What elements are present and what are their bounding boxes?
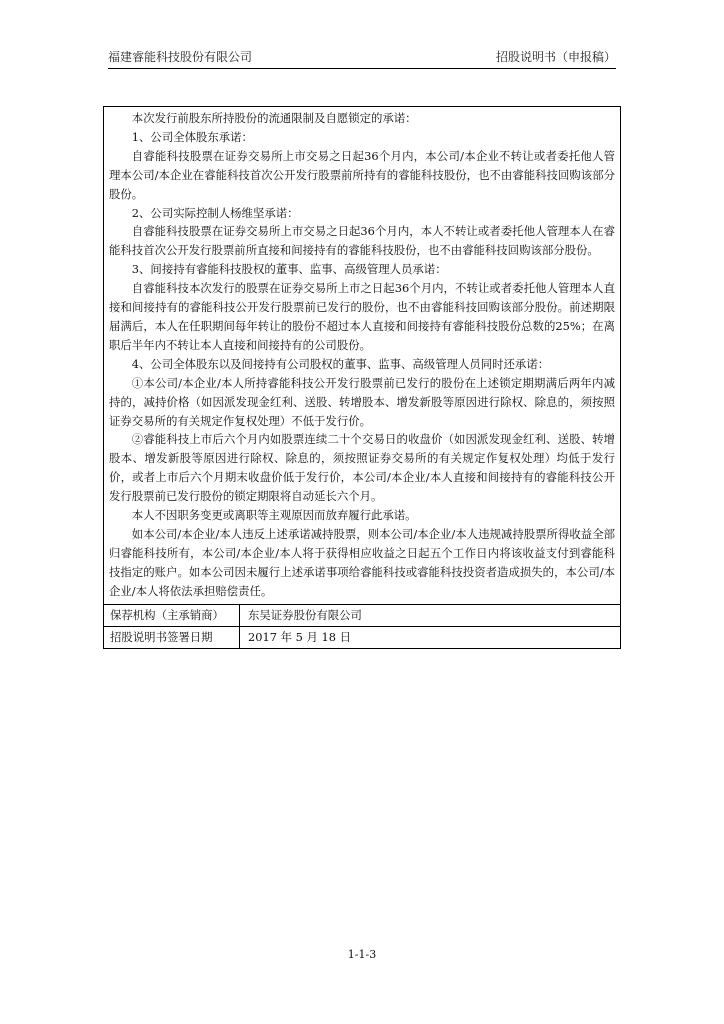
sponsor-label: 保荐机构（主承销商） [104, 605, 240, 626]
sponsor-row [104, 604, 620, 626]
commitment-paragraph: 自睿能科技股票在证券交易所上市交易之日起36个月内，本人不转让或者委托他人管理本人在睿能科技首次公开发行股票前所直接和间接持有的睿能科技股份，也不由睿能科技回购该部分股份。 [109, 224, 615, 258]
signing-date-row [104, 626, 620, 648]
page-number: 1-1-3 [347, 948, 377, 961]
commitment-content-cell [104, 107, 620, 604]
commitment-paragraph: 自睿能科技本次发行的股票在证券交易所上市之日起36个月内，不转让或者委托他人管理本人直接和间接持有的睿能科技公开发行股票前已发行的股份，也不由睿能科技回购该部分股份。前述期限届满后，本人在任职期间每年转让的股份不超过本人直接和间接持有睿能科技股份总数的25%；在离职后半年内不转让本人直接和间接持有的公司股份。 [109, 281, 615, 352]
commitment-paragraph: ①本公司/本企业/本人所持睿能科技公开发行股票前已发行的股份在上述锁定期期满后两年内减持的，减持价格（如因派发现金红利、送股、转增股本、增发新股等原因进行除权、除息的，须按照证券交易所的有关规定作复权处理）不低于发行价。 [109, 375, 615, 428]
sponsor-value: 东吴证券股份有限公司 [248, 607, 362, 622]
commitment-paragraph: 如本公司/本企业/本人违反上述承诺减持股票，则本公司/本企业/本人违规减持股票所得收益全部归睿能科技所有，本公司/本企业/本人将于获得相应收益之日起五个工作日内将该收益支付到睿能科技指定的账户。如本公司因未履行上述承诺事项给睿能科技或睿能科技投资者造成损失的，本公司/本企业/本人将依法承担赔偿责任。 [109, 526, 615, 598]
commitment-paragraph: 本次发行前股东所持股份的流通限制及自愿锁定的承诺： [131, 111, 417, 125]
commitment-paragraph: 4、公司全体股东以及间接持有公司股权的董事、监事、高级管理人员同时还承诺： [131, 356, 550, 371]
commitment-paragraph: 自睿能科技股票在证券交易所上市交易之日起36个月内，本公司/本企业不转让或者委托他人管理本公司/本企业在睿能科技首次公开发行股票前所持有的睿能科技股份，也不由睿能科技回购该部分股份。 [109, 148, 615, 201]
header-company-name: 福建睿能科技股份有限公司 [108, 50, 253, 64]
commitment-paragraph: 2、公司实际控制人杨维坚承诺： [131, 205, 299, 220]
commitment-table [103, 106, 621, 649]
commitment-paragraph: 1、公司全体股东承诺： [131, 129, 253, 144]
commitment-paragraph: 本人不因职务变更或离职等主观原因而放弃履行此承诺。 [131, 508, 417, 523]
commitment-paragraph: 3、间接持有睿能科技股权的董事、监事、高级管理人员承诺： [131, 262, 447, 277]
header-document-type: 招股说明书（申报稿） [495, 50, 616, 64]
signing-date-value: 2017 年 5 月 18 日 [248, 629, 352, 644]
header-divider [108, 68, 616, 69]
signing-date-label: 招股说明书签署日期 [104, 627, 240, 648]
commitment-paragraph: ②睿能科技上市后六个月内如股票连续二十个交易日的收盘价（如因派发现金红利、送股、转增股本、增发新股等原因进行除权、除息的，须按照证券交易所的有关规定作复权处理）均低于发行价，或者上市后六个月期末收盘价低于发行价，本公司/本企业/本人直接和间接持有的睿能科技公开发行股票前已发行股份的锁定期限将自动延长六个月。 [109, 432, 615, 504]
